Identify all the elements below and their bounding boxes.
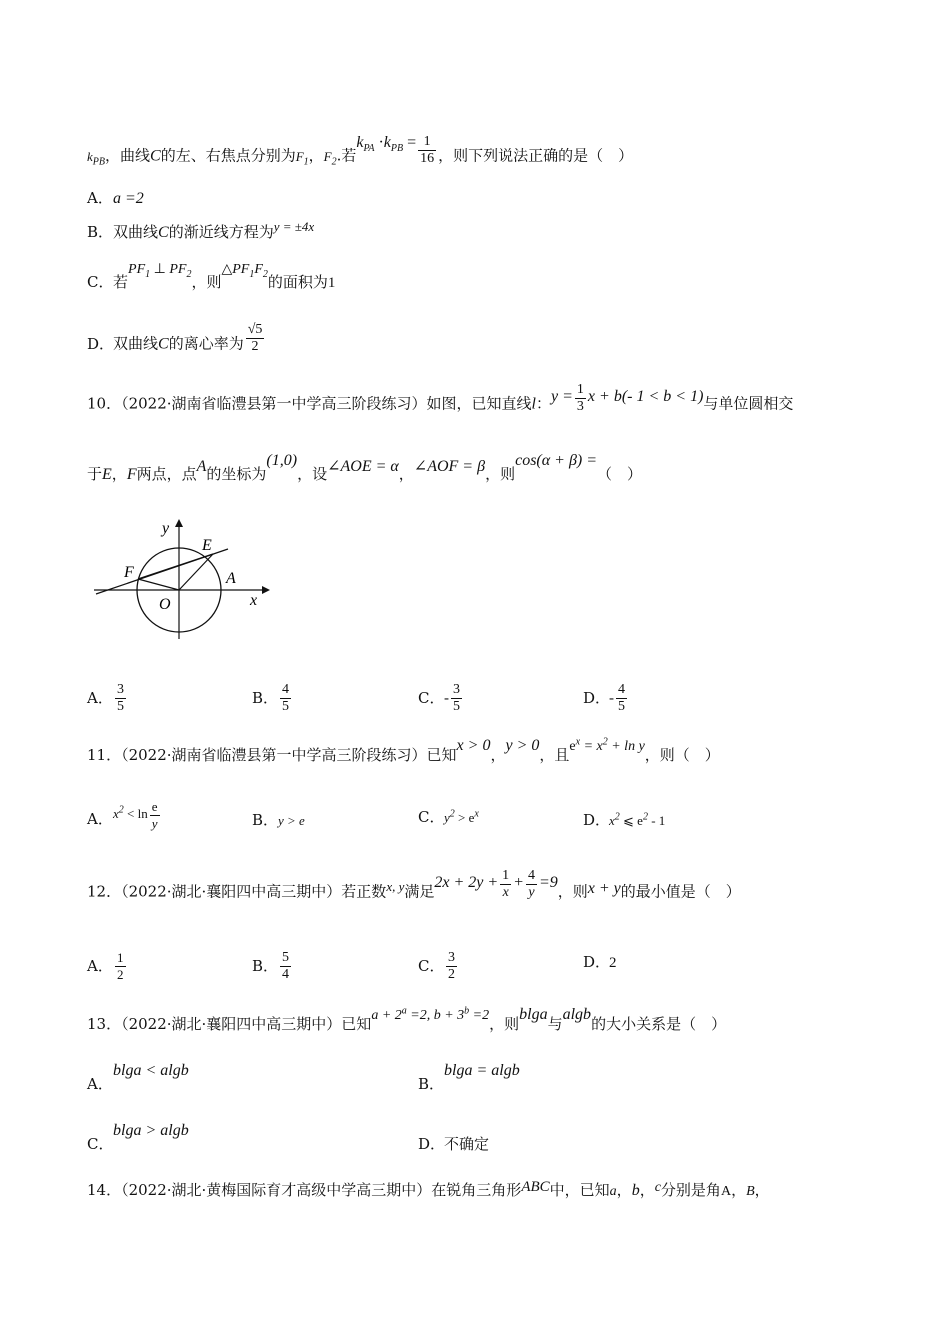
q9-stem-line: $k_{PB}$，曲线C的左、右焦点分别为$F_1$，$F_2$.若$k_{PA} \cdot k_{PB}$ = $\frac{1}{16}$ ，则下列说法正确的是（ ）: [87, 133, 634, 168]
q10-stem-line2: 于E，F两点，点A的坐标为(1,0)，设∠AOE = α，∠AOF = β，则cos(α + β) =（ ）: [87, 452, 643, 483]
label-x: x: [250, 592, 258, 609]
q12-option-a: A． $\frac{1}{2}$: [87, 950, 124, 982]
q9-option-b: B．双曲线C的渐近线方程为y = ±4x: [87, 219, 315, 241]
q10-stem-line1: 10．（2022·湖南省临澧县第一中学高三阶段练习）如图，已知直线l：y = $\frac{1}{3}$ x + b(- 1 < b < 1)与单位圆相交: [87, 382, 794, 414]
label-f: F: [124, 564, 134, 581]
q10-option-b: B． $\frac{4}{5}$: [252, 682, 289, 714]
q10-option-d: D．- $\frac{4}{5}$: [583, 682, 625, 714]
q13-option-d: D．不确定: [418, 1135, 490, 1153]
label-e: E: [202, 537, 212, 554]
y-axis-arrow-icon: [175, 519, 183, 527]
q11-option-d: D．$x^2$ ⩽ $e^2 - 1$: [583, 811, 666, 829]
fraction-sqrt5-2: $\frac{√5}{2}$: [247, 322, 263, 354]
q14-stem: 14．（2022·湖北·黄梅国际育才高级中学高三期中）在锐角三角形ABC中，已知a，b，c分别是角A，B，: [87, 1179, 770, 1199]
q9-option-d: D．双曲线C的离心率为 $\frac{√5}{2}$: [87, 322, 263, 354]
q10-option-c: C．- $\frac{3}{5}$: [418, 682, 460, 714]
k-pb-symbol: $k_{PB}$: [87, 148, 105, 168]
q11-option-b: B．y > e: [252, 811, 305, 829]
kpa-kpb-product: $k_{PA} \cdot k_{PB}$ =: [356, 133, 417, 154]
q12-option-c: C． $\frac{3}{2}$: [418, 950, 455, 982]
q9-option-c: C．若$PF_1$ ⊥ $PF_2$，则$\triangle PF_1F_2$的面积为1: [87, 262, 336, 291]
label-y: y: [162, 520, 170, 537]
q13-stem: 13．（2022·湖北·襄阳四中高三期中）已知$a + 2^a =2$, $b + 3^b =2$，则blga与algb的大小关系是（ ）: [87, 1005, 727, 1033]
q13-option-c: C．blga > algb: [87, 1122, 189, 1153]
q10-option-a: A． $\frac{3}{5}$: [87, 682, 124, 714]
q11-option-a: A．$x^2 < \ln$ $\frac{e}{y}$: [87, 799, 158, 831]
q9-option-a: A．a =2: [87, 189, 144, 207]
label-a: A: [226, 570, 236, 587]
x-axis-arrow-icon: [262, 586, 270, 594]
q12-option-b: B． $\frac{5}{4}$: [252, 950, 289, 982]
q11-option-c: C．$y^2 > e^x$: [418, 808, 479, 826]
q11-stem: 11．（2022·湖南省临澧县第一中学高三阶段练习）已知x > 0，y > 0，且$e^x = x^2 + \ln y$，则（ ）: [87, 736, 720, 764]
label-o: O: [159, 596, 171, 613]
q12-option-d: D．2: [583, 953, 617, 971]
fraction-1-16: $\frac{1}{16}$: [420, 134, 435, 166]
q13-option-b: B．blga = algb: [418, 1062, 520, 1093]
q12-stem: 12．（2022·湖北·襄阳四中高三期中）若正数x, y满足2x + 2y + $\frac{1}{x}$ + $\frac{4}{y}$ =9，则x + y的最小值是（ ）: [87, 868, 741, 901]
unit-circle-figure: [90, 515, 280, 645]
segment-of: [138, 579, 179, 590]
fraction-1-3: $\frac{1}{3}$: [576, 382, 584, 414]
q13-option-a: A．blga < algb: [87, 1062, 189, 1093]
